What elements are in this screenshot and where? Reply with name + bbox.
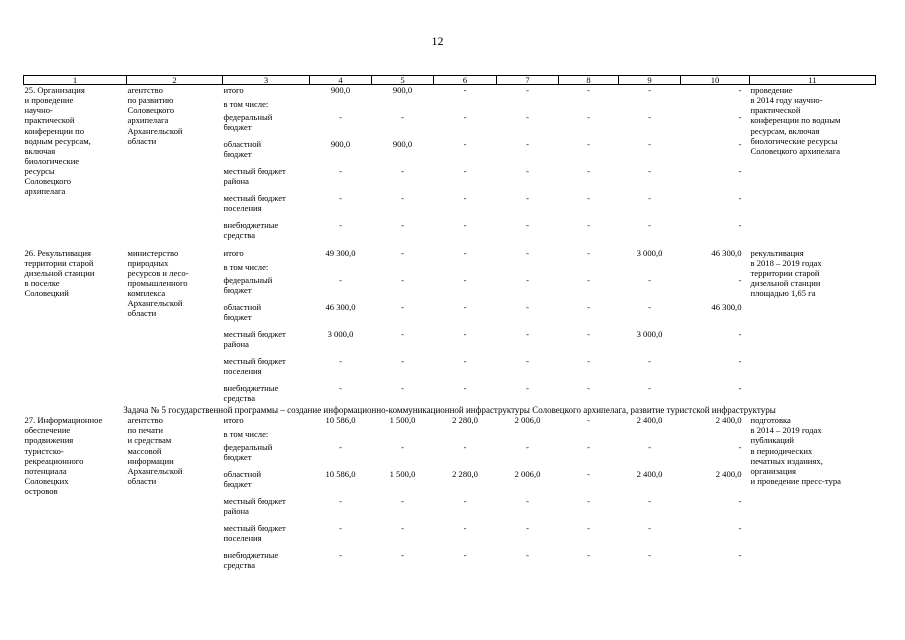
funding-value: -	[463, 192, 467, 203]
funding-source: федеральный бюджет	[223, 442, 273, 463]
funding-value: -	[648, 523, 651, 534]
table-row	[24, 85, 876, 99]
funding-value: -	[587, 301, 590, 312]
task-heading: Задача № 5 государственной программы – создание информационно-коммуникационной инфраструктуры Соловецкого архипелага, развитие туристской инфраструктуры	[123, 404, 776, 415]
funding-value: -	[526, 382, 529, 393]
column-number: 9	[619, 76, 681, 85]
funding-value: -	[526, 85, 529, 95]
funding-source: внебюджетные средства	[223, 219, 279, 240]
funding-source: в том числе:	[223, 98, 269, 109]
column-number: 4	[310, 76, 372, 85]
funding-value: -	[526, 328, 529, 339]
funding-value: 1 500,0	[389, 415, 416, 426]
funding-value: -	[401, 219, 404, 230]
funding-value: -	[401, 192, 404, 203]
funding-value	[681, 99, 750, 112]
funding-value: -	[526, 496, 529, 507]
funding-value: -	[648, 274, 651, 285]
funding-value: -	[339, 523, 342, 534]
activity-executor: агентство по развитию Соловецкого архипелага Архангельской области	[127, 85, 183, 146]
funding-value: -	[401, 301, 404, 312]
funding-value: -	[587, 247, 590, 258]
funding-value: 2 400,0	[715, 469, 742, 480]
funding-value: -	[401, 382, 404, 393]
funding-value: -	[463, 496, 467, 507]
column-number: 5	[372, 76, 434, 85]
funding-value: -	[648, 111, 651, 122]
funding-value: 900,0	[330, 138, 351, 149]
funding-value	[497, 99, 559, 112]
funding-value: -	[738, 192, 742, 203]
funding-value: -	[526, 165, 529, 176]
funding-value: -	[526, 274, 529, 285]
funding-value: 49 300,0	[325, 247, 356, 258]
funding-source: местный бюджет поселения	[223, 523, 286, 544]
funding-value: -	[526, 192, 529, 203]
funding-source: областной бюджет	[223, 469, 262, 490]
activity-goal: подготовка в 2014 – 2019 годах публикаций в периодических печатных изданиях, организация и проведение пресс-тура	[750, 415, 841, 486]
table-row	[24, 248, 876, 262]
funding-value: 3 000,0	[636, 247, 663, 258]
funding-value: -	[463, 219, 467, 230]
funding-value: -	[648, 138, 651, 149]
funding-value: -	[463, 301, 467, 312]
funding-value: -	[463, 138, 467, 149]
funding-value: -	[339, 219, 342, 230]
funding-source: местный бюджет поселения	[223, 192, 286, 213]
column-number: 7	[497, 76, 559, 85]
activity-name: 25. Организация и проведение научно- практической конференции по водным ресурсам, включая биологические ресурсы Соловецкого архипелага	[24, 85, 91, 197]
column-number: 1	[24, 76, 127, 85]
funding-value	[310, 429, 372, 442]
funding-value: -	[738, 328, 742, 339]
funding-value: -	[526, 301, 529, 312]
funding-source: местный бюджет района	[223, 328, 286, 349]
page-number: 12	[431, 34, 444, 48]
funding-value: -	[587, 219, 590, 230]
funding-value: -	[648, 85, 651, 95]
funding-value: -	[738, 523, 742, 534]
funding-value: -	[526, 355, 529, 366]
activity-name: 26. Рекультивация территории старой дизельной станции в поселке Соловецкий	[24, 247, 95, 299]
funding-value: -	[401, 442, 404, 453]
funding-value: -	[587, 550, 590, 561]
funding-source: федеральный бюджет	[223, 111, 273, 132]
funding-value: -	[401, 328, 404, 339]
funding-value: -	[738, 274, 742, 285]
funding-value: 1 500,0	[389, 469, 416, 480]
funding-value: -	[339, 550, 342, 561]
funding-value: 2 006,0	[514, 469, 541, 480]
funding-value	[434, 429, 497, 442]
funding-value: -	[587, 111, 590, 122]
funding-value: -	[339, 496, 342, 507]
funding-value: -	[401, 550, 404, 561]
funding-value: -	[339, 165, 342, 176]
funding-value: -	[738, 85, 742, 95]
funding-source: областной бюджет	[223, 138, 262, 159]
funding-source: внебюджетные средства	[223, 382, 279, 403]
funding-value: -	[587, 523, 590, 534]
funding-value: 46 300,0	[711, 247, 742, 258]
funding-value: 10 586,0	[325, 415, 356, 426]
funding-value: -	[463, 328, 467, 339]
funding-value: -	[526, 219, 529, 230]
funding-source: местный бюджет поселения	[223, 355, 286, 376]
funding-value: 3 000,0	[327, 328, 354, 339]
funding-value: 2 400,0	[715, 415, 742, 426]
funding-value: -	[738, 165, 742, 176]
funding-value: -	[339, 382, 342, 393]
funding-value: -	[463, 355, 467, 366]
funding-value: -	[648, 355, 651, 366]
funding-value	[310, 262, 372, 275]
column-number: 6	[434, 76, 497, 85]
funding-value: -	[738, 355, 742, 366]
funding-value: -	[738, 111, 742, 122]
funding-value: 10 586,0	[325, 469, 356, 480]
column-number: 11	[750, 76, 876, 85]
funding-value	[372, 99, 434, 112]
funding-value: -	[401, 274, 404, 285]
funding-value: -	[339, 442, 342, 453]
table-row	[24, 415, 876, 429]
task-row	[24, 405, 876, 416]
funding-value: 2 400,0	[636, 469, 663, 480]
column-number: 3	[223, 76, 310, 85]
funding-value: 2 280,0	[452, 415, 478, 426]
funding-value: -	[587, 469, 590, 480]
column-number-row	[24, 76, 876, 85]
activity-goal: рекультивация в 2018 – 2019 годах территории старой дизельной станции площадью 1,65 га	[750, 247, 822, 299]
funding-value: -	[401, 523, 404, 534]
funding-value: -	[526, 247, 529, 258]
funding-value: -	[648, 382, 651, 393]
funding-value: -	[648, 496, 651, 507]
funding-source: местный бюджет района	[223, 165, 286, 186]
funding-source: областной бюджет	[223, 301, 262, 322]
funding-value: -	[648, 442, 651, 453]
funding-source: местный бюджет района	[223, 496, 286, 517]
funding-source: итого	[223, 85, 244, 95]
funding-value	[310, 99, 372, 112]
funding-value	[372, 262, 434, 275]
funding-value: -	[339, 355, 342, 366]
funding-value	[497, 429, 559, 442]
funding-value: -	[587, 415, 590, 426]
funding-source: внебюджетные средства	[223, 550, 279, 571]
funding-value	[434, 262, 497, 275]
funding-value: -	[738, 138, 742, 149]
funding-value: -	[463, 165, 467, 176]
funding-value: -	[401, 165, 404, 176]
funding-value: -	[463, 274, 467, 285]
funding-value	[497, 262, 559, 275]
column-number: 10	[681, 76, 750, 85]
column-number: 8	[559, 76, 619, 85]
funding-value: 2 400,0	[636, 415, 663, 426]
funding-value: -	[339, 111, 342, 122]
funding-value: -	[648, 301, 651, 312]
funding-value: -	[339, 192, 342, 203]
funding-value: -	[463, 382, 467, 393]
funding-value: -	[401, 111, 404, 122]
funding-value: 46 300,0	[711, 301, 742, 312]
activity-goal: проведение в 2014 году научно- практической конференции по водным ресурсам, включая биологические ресурсы Соловецкого архипелага	[750, 85, 841, 156]
funding-value: -	[738, 550, 742, 561]
funding-value	[619, 262, 681, 275]
funding-source: итого	[223, 247, 244, 258]
funding-value: -	[648, 192, 651, 203]
funding-value: 46 300,0	[325, 301, 356, 312]
funding-value: -	[463, 85, 467, 95]
funding-source: итого	[223, 415, 244, 426]
program-table	[23, 75, 876, 572]
funding-value: -	[463, 111, 467, 122]
column-number: 2	[127, 76, 223, 85]
funding-value: -	[587, 138, 590, 149]
funding-value: 3 000,0	[636, 328, 663, 339]
funding-value: -	[648, 219, 651, 230]
funding-value: -	[526, 523, 529, 534]
funding-value: -	[738, 442, 742, 453]
funding-value: -	[587, 382, 590, 393]
funding-value: -	[738, 496, 742, 507]
funding-value: -	[648, 550, 651, 561]
activity-name: 27. Информационное обеспечение продвижения туристско- рекреационного потенциала Соловецких островов	[24, 415, 103, 497]
funding-value: -	[587, 274, 590, 285]
funding-value: -	[463, 442, 467, 453]
funding-source: в том числе:	[223, 429, 269, 440]
funding-value: 900,0	[392, 85, 413, 95]
funding-value: -	[738, 219, 742, 230]
funding-value: -	[401, 247, 404, 258]
activity-executor: министерство природных ресурсов и лесо- промышленного комплекса Архангельской области	[127, 247, 189, 319]
funding-value: 900,0	[392, 138, 413, 149]
funding-value: -	[587, 496, 590, 507]
funding-value: -	[463, 247, 467, 258]
funding-value	[559, 99, 619, 112]
funding-source: федеральный бюджет	[223, 274, 273, 295]
funding-value: -	[463, 523, 467, 534]
funding-value: 2 280,0	[452, 469, 478, 480]
funding-value: 900,0	[330, 85, 351, 95]
funding-value: -	[526, 442, 529, 453]
funding-value: -	[401, 496, 404, 507]
funding-value: -	[587, 85, 590, 95]
funding-value	[559, 262, 619, 275]
activity-executor: агентство по печати и средствам массовой информации Архангельской области	[127, 415, 183, 486]
funding-value: -	[463, 550, 467, 561]
funding-value: -	[526, 111, 529, 122]
funding-value: 2 006,0	[514, 415, 541, 426]
funding-value	[559, 429, 619, 442]
funding-value: -	[648, 165, 651, 176]
funding-value: -	[339, 274, 342, 285]
funding-source: в том числе:	[223, 261, 269, 272]
funding-value: -	[587, 442, 590, 453]
funding-value	[434, 99, 497, 112]
funding-value	[372, 429, 434, 442]
funding-value: -	[401, 355, 404, 366]
funding-value	[681, 429, 750, 442]
funding-value	[681, 262, 750, 275]
funding-value: -	[587, 192, 590, 203]
funding-value: -	[738, 382, 742, 393]
funding-value: -	[587, 165, 590, 176]
funding-value	[619, 429, 681, 442]
funding-value	[619, 99, 681, 112]
funding-value: -	[587, 328, 590, 339]
funding-value: -	[587, 355, 590, 366]
funding-value: -	[526, 550, 529, 561]
funding-value: -	[526, 138, 529, 149]
